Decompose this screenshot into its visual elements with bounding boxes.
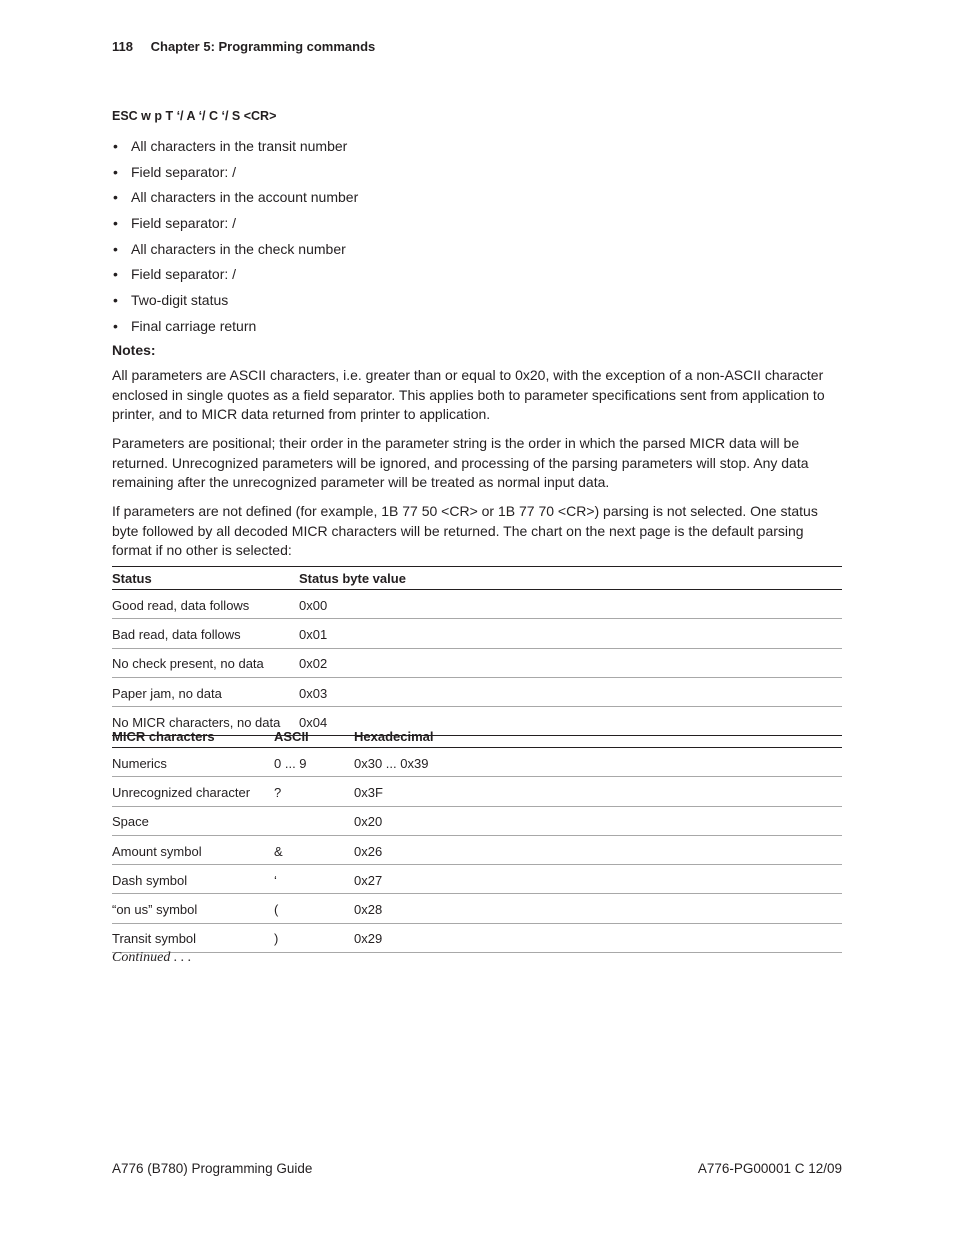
table-cell: No check present, no data bbox=[112, 656, 264, 672]
notes-heading: Notes: bbox=[112, 342, 156, 358]
list-item: • Two-digit status bbox=[112, 288, 358, 314]
micr-table bbox=[112, 725, 842, 953]
table-cell: ) bbox=[274, 931, 279, 947]
table-row bbox=[112, 619, 842, 648]
table-row bbox=[112, 894, 842, 923]
status-table bbox=[112, 566, 842, 736]
table-cell: Unrecognized character bbox=[112, 784, 251, 800]
continued-note: Continued . . . bbox=[112, 950, 192, 965]
note-paragraph: If parameters are not defined (for example, 1B 77 50 <CR> or 1B 77 70 <CR>) parsing is not selected. One status byte followed by all decoded MICR characters will be returned. The chart on the next page is the default parsing format if no other is selected: bbox=[112, 503, 818, 559]
page-number: 118 bbox=[112, 39, 133, 54]
column-header: Status bbox=[112, 570, 152, 586]
table-cell: Transit symbol bbox=[112, 931, 197, 947]
running-header bbox=[112, 39, 375, 54]
list-item: • All characters in the check number bbox=[112, 237, 358, 263]
table-cell: Dash symbol bbox=[112, 872, 188, 888]
list-item: • Field separator: / bbox=[112, 160, 358, 186]
table-cell: ‘ bbox=[274, 872, 277, 888]
table-cell: Numerics bbox=[112, 755, 167, 771]
table-cell: ? bbox=[274, 784, 282, 800]
table-cell: Amount symbol bbox=[112, 843, 202, 859]
table-row bbox=[112, 677, 842, 706]
column-header: Hexadecimal bbox=[354, 728, 434, 744]
note-paragraph: All parameters are ASCII characters, i.e. greater than or equal to 0x20, with the exception of a non-ASCII character enclosed in single quotes as a field separator. This applies both to parameter specifications sent from application to printer, and to MICR data returned from printer to application. bbox=[112, 367, 825, 423]
table-cell: Space bbox=[112, 814, 149, 830]
table-row bbox=[112, 648, 842, 677]
table-cell: Good read, data follows bbox=[112, 597, 250, 613]
list-item: • Field separator: / bbox=[112, 211, 358, 237]
column-header: Status byte value bbox=[299, 570, 406, 586]
table-row bbox=[112, 865, 842, 894]
table-cell: 0x03 bbox=[299, 685, 328, 701]
table-header-row bbox=[112, 567, 842, 590]
table-row bbox=[112, 835, 842, 864]
chapter-title: Chapter 5: Programming commands bbox=[150, 39, 376, 54]
table-cell: 0x28 bbox=[354, 902, 383, 918]
table-cell: 0x30 ... 0x39 bbox=[354, 755, 429, 771]
table-row bbox=[112, 777, 842, 806]
table-cell: 0x04 bbox=[299, 714, 328, 730]
table-cell: Paper jam, no data bbox=[112, 685, 222, 701]
table-cell: 0x01 bbox=[299, 626, 328, 642]
list-item: • Final carriage return bbox=[112, 314, 358, 340]
table-cell: & bbox=[274, 843, 283, 859]
table-header-row bbox=[112, 725, 842, 748]
table-cell: 0x29 bbox=[354, 931, 383, 947]
table-cell: 0x02 bbox=[299, 656, 328, 672]
table-cell: Bad read, data follows bbox=[112, 626, 241, 642]
list-item: • All characters in the transit number bbox=[112, 134, 358, 160]
column-header: ASCII bbox=[274, 728, 309, 744]
table-cell: 0x3F bbox=[354, 784, 383, 800]
table-row bbox=[112, 923, 842, 952]
list-item: • Field separator: / bbox=[112, 262, 358, 288]
table-cell: 0x26 bbox=[354, 843, 383, 859]
note-paragraph: Parameters are positional; their order in the parameter string is the order in which the parsed MICR data will be returned. Unrecognized parameters will be ignored, and processing of the parsing parameters will stop. Any data remaining after the unrecognized parameter will be treated as normal input data. bbox=[112, 435, 809, 491]
list-item: • All characters in the account number bbox=[112, 185, 358, 211]
table-cell: No MICR characters, no data bbox=[112, 714, 281, 730]
table-cell: 0x27 bbox=[354, 872, 383, 888]
column-header: MICR characters bbox=[112, 728, 215, 744]
table-cell bbox=[274, 806, 354, 835]
table-cell: 0 ... 9 bbox=[274, 755, 307, 771]
footer-guide-title: A776 (B780) Programming Guide bbox=[112, 1161, 313, 1176]
table-cell: “on us” symbol bbox=[112, 902, 198, 918]
footer-document-id: A776-PG00001 C 12/09 bbox=[697, 1161, 842, 1176]
table-cell: 0x00 bbox=[299, 597, 328, 613]
table-cell: 0x20 bbox=[354, 814, 383, 830]
command-syntax: ESC w p T ‘/ A ‘/ C ‘/ S <CR> bbox=[112, 109, 277, 123]
table-cell: ( bbox=[274, 902, 279, 918]
table-row bbox=[112, 748, 842, 777]
table-row bbox=[112, 806, 842, 835]
parameter-list bbox=[112, 134, 358, 340]
table-row bbox=[112, 590, 842, 619]
